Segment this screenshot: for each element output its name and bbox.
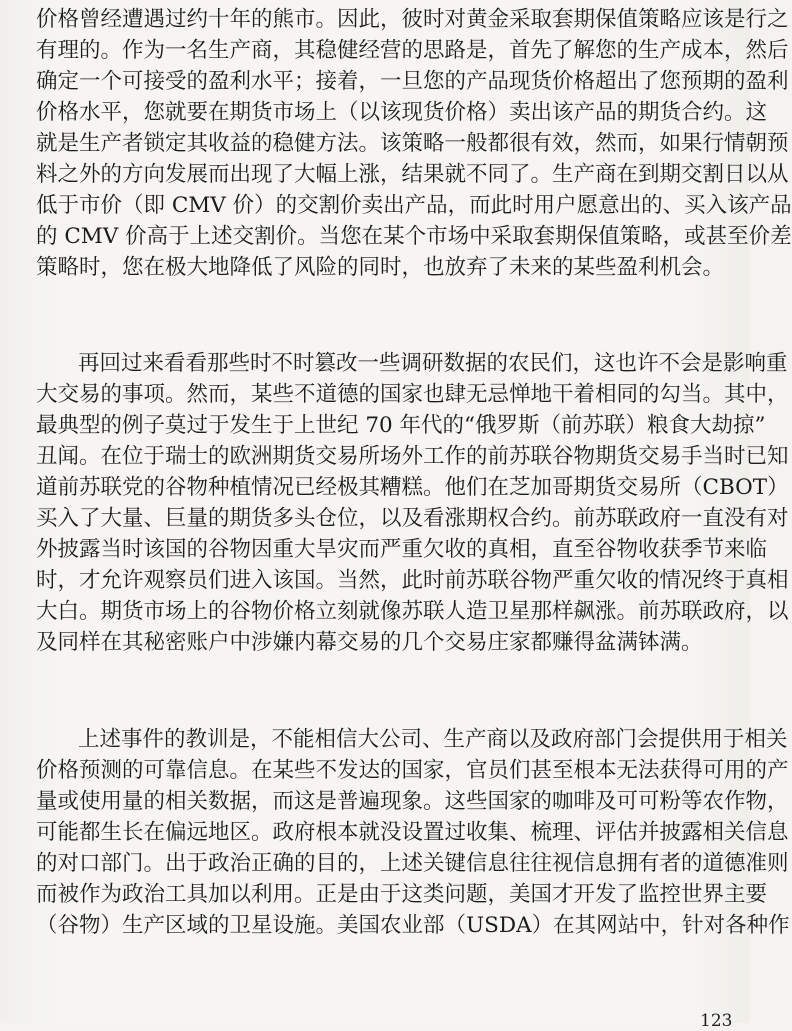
paragraph-1 [36, 4, 792, 283]
paragraph-2 [36, 348, 789, 658]
text-line: 料之外的方向发展而出现了大幅上涨，结果就不同了。生产商在到期交割日以从 [36, 162, 789, 187]
text-line: （谷物）生产区域的卫星设施。美国农业部（USDA）在其网站中，针对各种作 [36, 913, 790, 938]
text-line: 价格曾经遭遇过约十年的熊市。因此，彼时对黄金采取套期保值策略应该是行之 [36, 7, 789, 32]
text-line: 价格预测的可靠信息。在某些不发达的国家，官员们甚至根本无法获得可用的产 [36, 758, 789, 783]
text-line: 的 CMV 价高于上述交割价。当您在某个市场中采取套期保值策略，或甚至价差 [36, 224, 792, 249]
text-line: 大交易的事项。然而，某些不道德的国家也肆无忌惮地干着相同的勾当。其中， [36, 382, 789, 407]
text-line: 就是生产者锁定其收益的稳健方法。该策略一般都很有效，然而，如果行情朝预 [36, 131, 789, 156]
text-line: 有理的。作为一名生产商，其稳健经营的思路是，首先了解您的生产成本，然后 [36, 38, 789, 63]
text-line: 外披露当时该国的谷物因重大旱灾而严重欠收的真相，直至谷物收获季节来临 [36, 537, 768, 562]
text-line: 可能都生长在偏远地区。政府根本就没设置过收集、梳理、评估并披露相关信息 [36, 820, 789, 845]
text-line: 大白。期货市场上的谷物价格立刻就像苏联人造卫星那样飙涨。前苏联政府，以 [36, 599, 789, 624]
text-line: 低于市价（即 CMV 价）的交割价卖出产品，而此时用户愿意出的、买入该产品 [36, 193, 792, 218]
text-line: 的对口部门。出于政治正确的目的，上述关键信息往往视信息拥有者的道德准则 [36, 851, 789, 876]
text-line: 量或使用量的相关数据，而这是普遍现象。这些国家的咖啡及可可粉等农作物， [36, 789, 789, 814]
text-line: 丑闻。在位于瑞士的欧洲期货交易所场外工作的前苏联谷物期货交易手当时已知 [36, 444, 789, 469]
paragraph-3 [36, 724, 790, 941]
text-line: 确定一个可接受的盈利水平；接着，一旦您的产品现货价格超出了您预期的盈利 [36, 69, 789, 94]
text-line: 买入了大量、巨量的期货多头仓位，以及看涨期权合约。前苏联政府一直没有对 [36, 506, 789, 531]
text-line: 而被作为政治工具加以利用。正是由于这类问题，美国才开发了监控世界主要 [36, 882, 768, 907]
text-line: 上述事件的教训是，不能相信大公司、生产商以及政府部门会提供用于相关 [78, 727, 788, 752]
text-line: 时，才允许观察员们进入该国。当然，此时前苏联谷物严重欠收的情况终于真相 [36, 568, 789, 593]
page-number: 123 [700, 1011, 733, 1031]
text-line: 策略时，您在极大地降低了风险的同时，也放弃了未来的某些盈利机会。 [36, 255, 725, 280]
text-line: 价格水平，您就要在期货市场上（以该现货价格）卖出该产品的期货合约。这 [36, 100, 768, 125]
text-line: 道前苏联党的谷物种植情况已经极其糟糕。他们在芝加哥期货交易所（CBOT） [36, 475, 789, 500]
text-line: 最典型的例子莫过于发生于上世纪 70 年代的“俄罗斯（前苏联）粮食大劫掠” [36, 413, 766, 438]
text-line: 再回过来看看那些时不时篡改一些调研数据的农民们，这也许不会是影响重 [78, 351, 788, 376]
text-line: 及同样在其秘密账户中涉嫌内幕交易的几个交易庄家都赚得盆满钵满。 [36, 630, 703, 655]
